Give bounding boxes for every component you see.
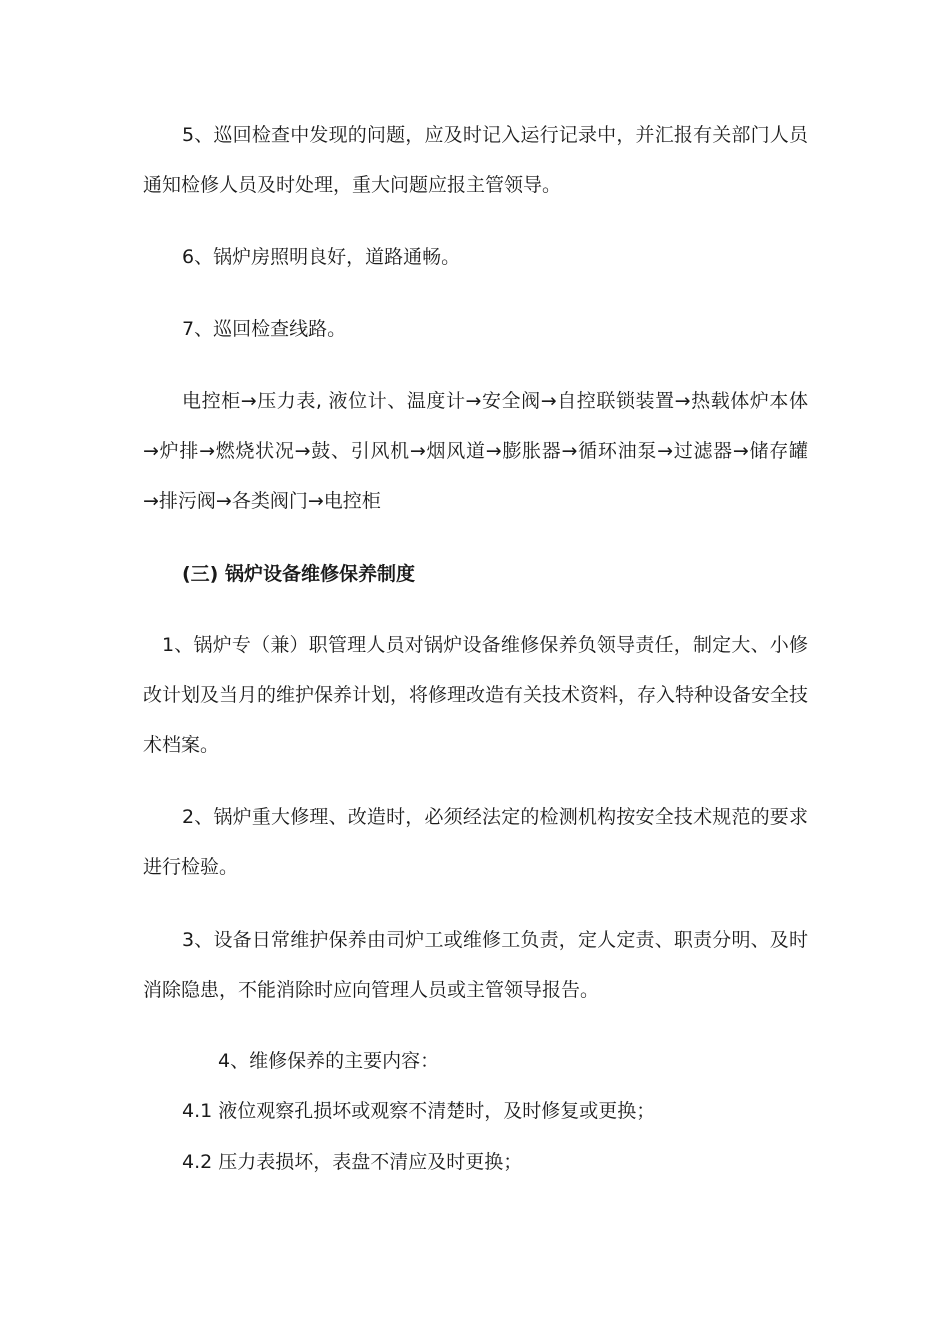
rule-4-2: 4.2 压力表损坏，表盘不清应及时更换； <box>182 1151 523 1173</box>
item-6: 6、锅炉房照明良好，道路通畅。 <box>182 246 461 268</box>
rule-3-line-1: 3、设备日常维护保养由司炉工或维修工负责，定人定责、职责分明、及时 <box>182 929 808 951</box>
rule-1-line-3: 术档案。 <box>143 734 220 756</box>
rule-3-line-2: 消除隐患，不能消除时应向管理人员或主管领导报告。 <box>143 979 600 1001</box>
rule-4-1: 4.1 液位观察孔损坏或观察不清楚时，及时修复或更换； <box>182 1100 656 1122</box>
route-line-1: 电控柜→压力表, 液位计、温度计→安全阀→自控联锁装置→热载体炉本体 <box>182 390 808 412</box>
rule-1-line-1: 1、锅炉专（兼）职管理人员对锅炉设备维修保养负领导责任，制定大、小修 <box>162 634 808 656</box>
route-line-3: →排污阀→各类阀门→电控柜 <box>143 490 381 512</box>
rule-1-line-2: 改计划及当月的维护保养计划，将修理改造有关技术资料，存入特种设备安全技 <box>143 684 809 706</box>
item-7: 7、巡回检查线路。 <box>182 318 347 340</box>
section-title: (三) 锅炉设备维修保养制度 <box>182 563 415 585</box>
route-line-2: →炉排→燃烧状况→鼓、引风机→烟风道→膨胀器→循环油泵→过滤器→储存罐 <box>143 440 808 462</box>
rule-2-line-1: 2、锅炉重大修理、改造时，必须经法定的检测机构按安全技术规范的要求 <box>182 806 808 828</box>
rule-2-line-2: 进行检验。 <box>143 856 239 878</box>
rule-4-heading: 4、维修保养的主要内容： <box>218 1050 440 1072</box>
item-5-line-2: 通知检修人员及时处理，重大问题应报主管领导。 <box>143 174 562 196</box>
item-5-line-1: 5、巡回检查中发现的问题，应及时记入运行记录中，并汇报有关部门人员 <box>182 124 808 146</box>
